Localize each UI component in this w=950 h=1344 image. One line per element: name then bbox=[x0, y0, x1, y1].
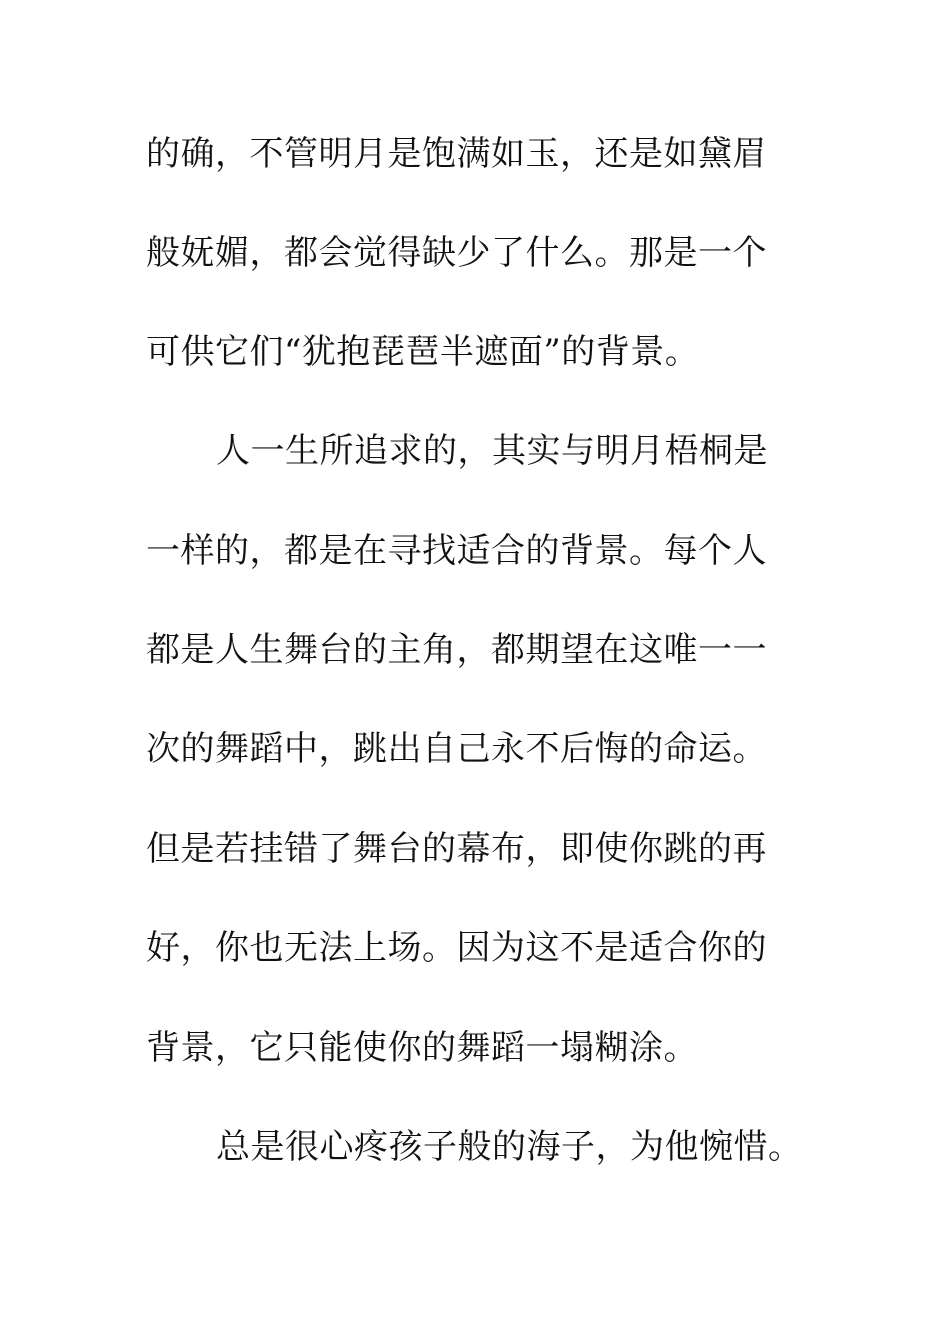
paragraph-start-line: 总是很心疼孩子般的海子，为他惋惜。 bbox=[216, 1127, 803, 1167]
text-line-5: 一样的，都是在寻找适合的背景。每个人 bbox=[146, 531, 767, 571]
text-line-10: 背景，它只能使你的舞蹈一塌糊涂。 bbox=[146, 1028, 698, 1068]
text-line-7: 次的舞蹈中，跳出自己永不后悔的命运。 bbox=[146, 729, 767, 769]
text-line-1: 的确，不管明月是饱满如玉，还是如黛眉 bbox=[146, 134, 767, 174]
text-line-2: 般妩媚，都会觉得缺少了什么。那是一个 bbox=[146, 233, 767, 273]
text-line-8: 但是若挂错了舞台的幕布，即使你跳的再 bbox=[146, 829, 767, 869]
text-line-6: 都是人生舞台的主角，都期望在这唯一一 bbox=[146, 630, 767, 670]
text-line-9: 好，你也无法上场。因为这不是适合你的 bbox=[146, 928, 767, 968]
text-line-3: 可供它们“犹抱琵琶半遮面”的背景。 bbox=[146, 332, 700, 372]
paragraph-start-line: 人一生所追求的，其实与明月梧桐是 bbox=[216, 431, 768, 471]
